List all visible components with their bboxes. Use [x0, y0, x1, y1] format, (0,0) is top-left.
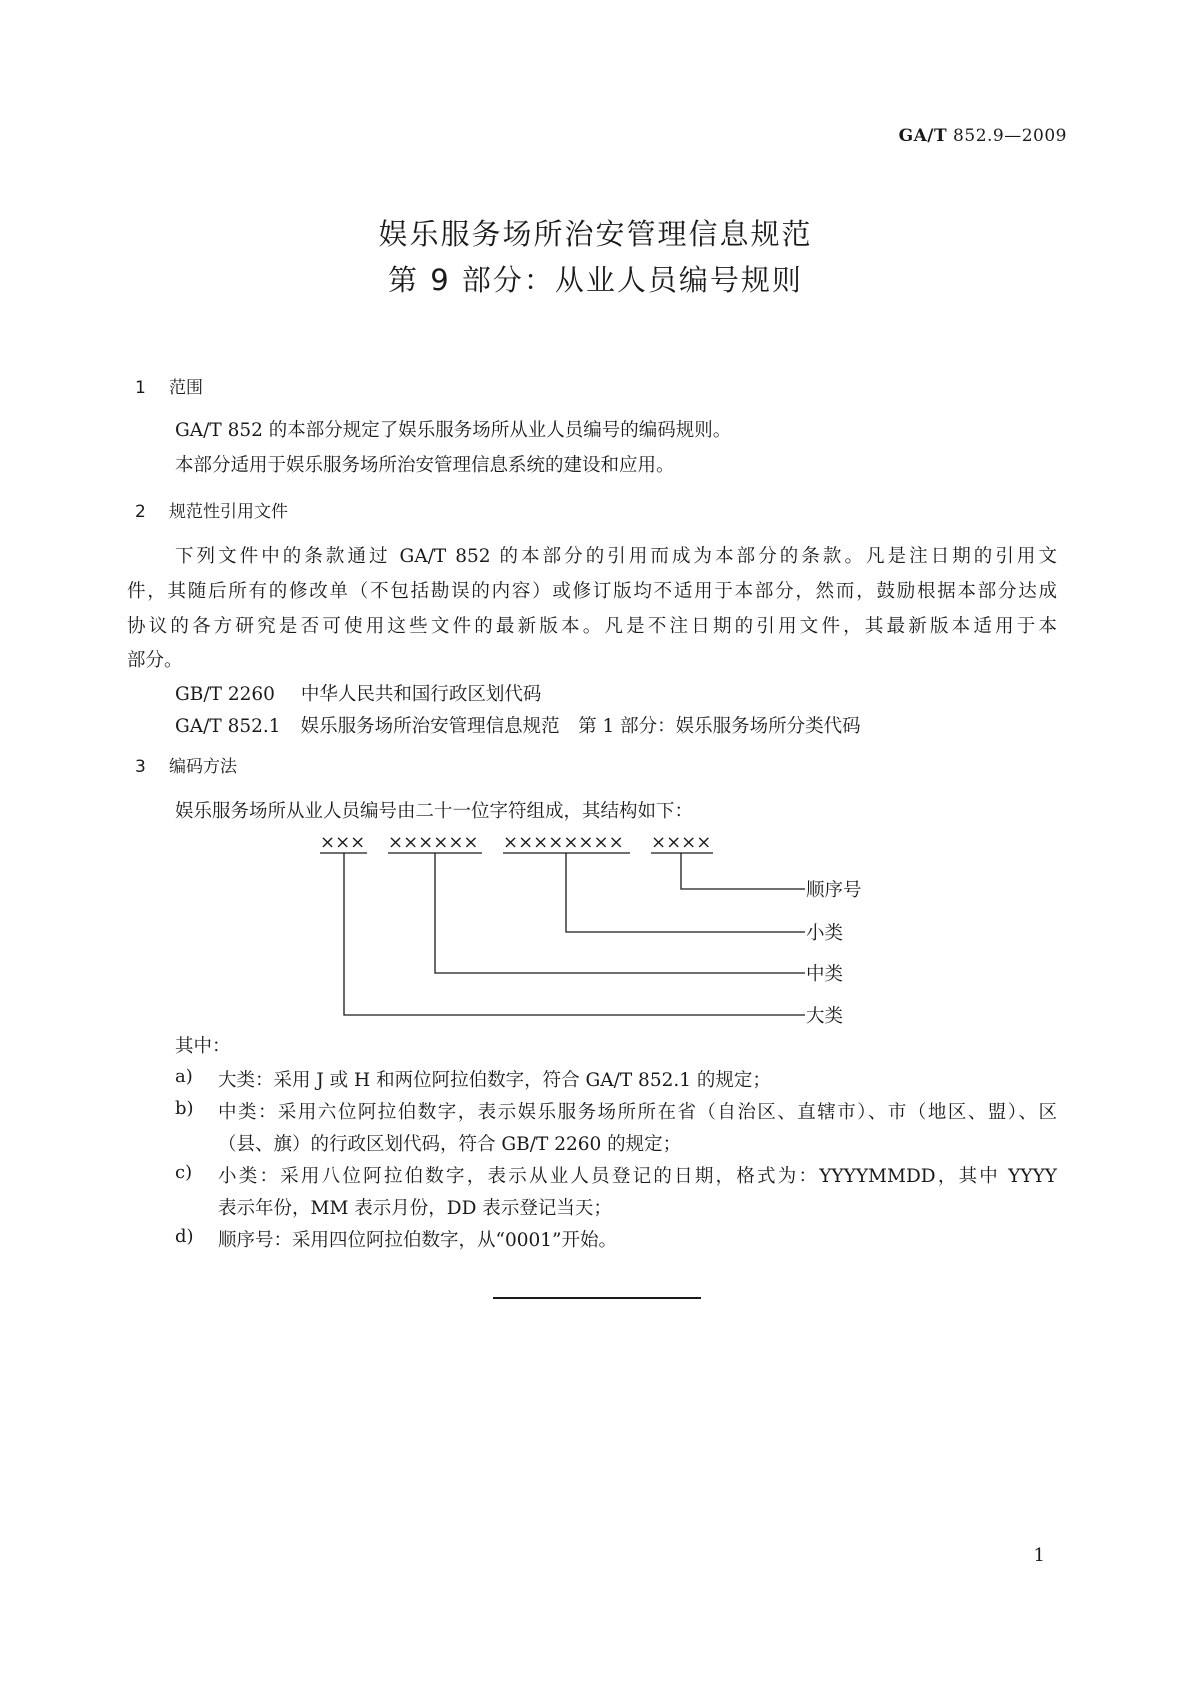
document-subtitle: 第 9 部分：从业人员编号规则: [388, 263, 803, 297]
list-item-text: 顺序号：采用四位阿拉伯数字，从“0001”开始。: [218, 1230, 617, 1251]
section-number: 3: [135, 757, 146, 777]
list-item-text: 小类：采用八位阿拉伯数字，表示从业人员登记的日期，格式为：YYYYMMDD，其中 YYYY: [218, 1166, 1057, 1187]
page-number: 1: [1033, 1545, 1045, 1566]
list-item-text-continued: （县、旗）的行政区划代码，符合 GB/T 2260 的规定；: [218, 1134, 682, 1155]
section-title: 范围: [169, 378, 203, 398]
section-title: 规范性引用文件: [169, 502, 288, 522]
section-2-paragraph-line: 协议的各方研究是否可使用这些文件的最新版本。凡是不注日期的引用文件，其最新版本适用于本: [127, 616, 1057, 637]
section-1-paragraph-2: 本部分适用于娱乐服务场所治安管理信息系统的建设和应用。: [175, 455, 675, 476]
section-2-paragraph-line: 部分。: [127, 650, 183, 671]
list-item-text: 中类：采用六位阿拉伯数字，表示娱乐服务场所所在省（自治区、直辖市）、市（地区、盟）、区: [218, 1102, 1057, 1123]
connector-small-class: [566, 853, 805, 932]
code-group-4: ××××: [651, 832, 712, 853]
section-2-paragraph-line: 下列文件中的条款通过 GA/T 852 的本部分的引用而成为本部分的条款。凡是注日期的引用文: [175, 546, 1057, 567]
section-number: 1: [135, 378, 146, 398]
section-1-paragraph-1: GA/T 852 的本部分规定了娱乐服务场所从业人员编号的编码规则。: [175, 420, 732, 441]
document-title: 娱乐服务场所治安管理信息规范: [378, 217, 813, 251]
connector-sequence: [681, 853, 805, 889]
label-mid-class: 中类: [806, 964, 844, 985]
list-item-text: 大类：采用 J 或 H 和两位阿拉伯数字，符合 GA/T 852.1 的规定；: [218, 1070, 771, 1091]
section-2-paragraph-line: 件，其随后所有的修改单（不包括勘误的内容）或修订版均不适用于本部分，然而，鼓励根据本部分达成: [127, 581, 1057, 602]
section-3-intro: 娱乐服务场所从业人员编号由二十一位字符组成，其结构如下：: [175, 801, 694, 822]
code-group-2: ××××××: [388, 832, 479, 853]
connector-big-class: [344, 853, 805, 1015]
section-title: 编码方法: [169, 757, 237, 777]
code-group-3: ××××××××: [503, 832, 624, 853]
label-sequence-number: 顺序号: [806, 880, 862, 901]
list-item-label: c): [175, 1162, 193, 1183]
where-label: 其中：: [175, 1036, 231, 1057]
list-item-text-continued: 表示年份，MM 表示月份，DD 表示登记当天；: [218, 1198, 612, 1219]
connector-mid-class: [435, 853, 805, 973]
label-big-class: 大类: [806, 1006, 844, 1027]
section-number: 2: [135, 502, 146, 522]
reference-code: GB/T 2260: [175, 684, 275, 705]
list-item-label: a): [175, 1066, 193, 1087]
list-item-label: b): [175, 1098, 194, 1119]
list-item-label: d): [175, 1226, 194, 1247]
label-small-class: 小类: [806, 923, 844, 944]
end-rule: [493, 1297, 701, 1299]
reference-code: GA/T 852.1: [175, 716, 281, 737]
reference-title: 中华人民共和国行政区划代码: [300, 684, 542, 705]
standard-code-number: 852.9—2009: [947, 126, 1067, 146]
code-group-1: ×××: [320, 832, 366, 853]
reference-title: 娱乐服务场所治安管理信息规范 第 1 部分：娱乐服务场所分类代码: [300, 716, 861, 737]
standard-code-prefix: GA/T: [898, 126, 948, 146]
